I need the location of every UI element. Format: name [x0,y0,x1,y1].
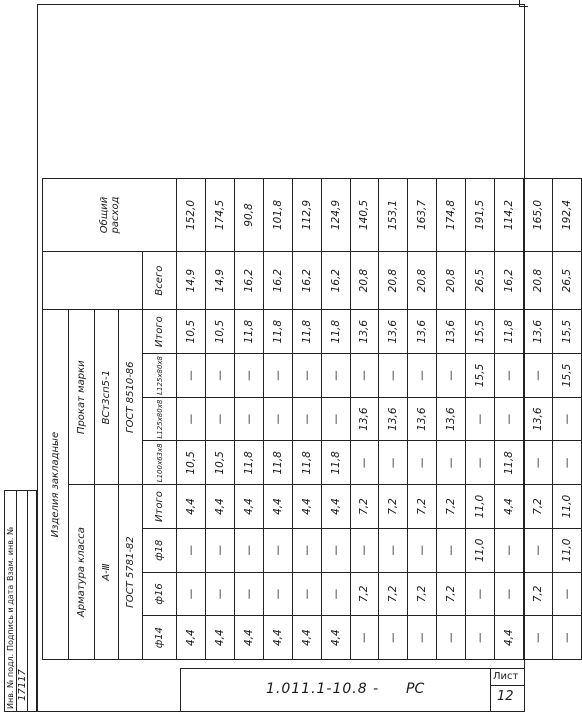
table-cell: 20,8 [408,251,437,309]
table-cell: — [234,572,263,616]
table-cell: 11,8 [263,441,292,485]
table-cell: 15,5 [552,354,581,398]
table-cell: 101,8 [263,179,292,252]
table-cell: 11,0 [552,528,581,572]
spec-table-wrapper [42,178,582,660]
table-cell: 90,8 [234,179,263,252]
table-cell: — [379,354,408,398]
table-row [263,179,292,660]
col-l3: L125x80x8 [143,354,177,398]
table-cell: 11,8 [495,441,524,485]
table-cell: 11,8 [234,310,263,354]
table-cell: — [466,616,495,660]
table-row [177,179,206,660]
table-cell: — [263,397,292,441]
table-cell: — [524,354,553,398]
col-l1: L100x63x8 [143,441,177,485]
inv-number: 17117 [17,669,28,701]
table-cell: 4,4 [495,485,524,529]
table-cell: 16,2 [321,251,350,309]
table-cell: — [408,354,437,398]
table-row [466,179,495,660]
podpis-label: Подпись и дата [6,584,15,651]
table-cell: 13,6 [437,310,466,354]
col-itogo-a: Итого [143,485,177,529]
table-cell: — [177,572,206,616]
table-cell: — [350,616,379,660]
table-cell: 10,5 [177,441,206,485]
table-cell: — [292,397,321,441]
table-cell: 4,4 [177,485,206,529]
table-cell: — [321,572,350,616]
table-cell: 13,6 [524,397,553,441]
doc-suffix: РС [406,681,425,697]
table-cell: 11,8 [292,310,321,354]
table-cell: 13,6 [379,397,408,441]
table-cell: 4,4 [263,616,292,660]
table-cell: — [408,441,437,485]
table-cell: — [524,616,553,660]
table-cell: — [350,441,379,485]
table-cell: 11,8 [292,441,321,485]
table-cell: — [263,572,292,616]
table-cell: 20,8 [379,251,408,309]
table-cell: 20,8 [524,251,553,309]
table-row [495,179,524,660]
table-cell: — [234,528,263,572]
table-cell: 11,8 [321,441,350,485]
table-cell: 140,5 [350,179,379,252]
table-row [408,179,437,660]
table-row [292,179,321,660]
table-cell: 10,5 [205,441,234,485]
table-cell: 4,4 [321,485,350,529]
table-cell: 15,5 [466,354,495,398]
table-cell: — [437,528,466,572]
table-cell: 7,2 [379,572,408,616]
table-row [379,179,408,660]
col-f16: ф16 [143,572,177,616]
table-cell: 26,5 [552,251,581,309]
table-cell: — [466,441,495,485]
table-cell: 7,2 [524,572,553,616]
table-cell: — [292,528,321,572]
table-cell: — [234,397,263,441]
prokat-marka: ВСт3сп5-1 [95,310,119,485]
table-cell: 7,2 [408,485,437,529]
table-cell: 4,4 [177,616,206,660]
armatura-gost: ГОСТ 5781-82 [119,485,143,660]
corner-mark [519,0,528,7]
table-cell: — [495,572,524,616]
table-cell: 153,1 [379,179,408,252]
table-cell: — [321,528,350,572]
table-cell: — [292,354,321,398]
header-armatura: Арматура класса [69,485,95,660]
sheet-number: 12 [497,689,514,704]
table-cell: 4,4 [205,616,234,660]
table-cell: — [321,354,350,398]
table-cell: 13,6 [524,310,553,354]
table-cell: 11,8 [495,310,524,354]
table-cell: 7,2 [379,485,408,529]
table-cell: 16,2 [234,251,263,309]
table-cell: 4,4 [292,616,321,660]
table-cell: — [437,441,466,485]
table-cell: 15,5 [466,310,495,354]
table-cell: 4,4 [263,485,292,529]
table-cell: — [177,354,206,398]
table-cell: 16,2 [263,251,292,309]
table-cell: 7,2 [524,485,553,529]
table-cell: 7,2 [437,572,466,616]
table-cell: 10,5 [205,310,234,354]
table-cell: — [524,441,553,485]
table-cell: 174,8 [437,179,466,252]
table-cell: 13,6 [350,310,379,354]
table-cell: 13,6 [350,397,379,441]
table-cell: 4,4 [234,616,263,660]
table-cell: 11,8 [263,310,292,354]
table-cell: 26,5 [466,251,495,309]
table-cell: 13,6 [408,310,437,354]
table-cell: — [552,397,581,441]
table-cell: 4,4 [205,485,234,529]
table-cell: — [466,397,495,441]
header-vsego: Всего [143,251,177,309]
table-cell: 16,2 [495,251,524,309]
table-cell: 114,2 [495,179,524,252]
table-cell: — [437,354,466,398]
table-cell: — [408,616,437,660]
table-cell: — [263,354,292,398]
sheet-label: Лист [493,671,519,682]
table-cell: — [205,354,234,398]
table-cell: — [292,572,321,616]
table-cell: — [495,397,524,441]
table-cell: 4,4 [495,616,524,660]
table-row [321,179,350,660]
prokat-gost: ГОСТ 8510-86 [119,310,143,485]
table-cell: 152,0 [177,179,206,252]
table-cell: — [263,528,292,572]
table-cell: — [552,616,581,660]
header-main: Изделия закладные [43,310,69,660]
table-cell: — [205,397,234,441]
title-block [180,668,525,712]
table-cell: — [234,354,263,398]
table-cell: 165,0 [524,179,553,252]
table-cell: — [350,528,379,572]
table-cell: — [177,528,206,572]
table-cell: — [437,616,466,660]
table-cell: 20,8 [437,251,466,309]
table-cell: 13,6 [379,310,408,354]
table-cell: — [466,572,495,616]
table-cell: 13,6 [408,397,437,441]
table-cell: 14,9 [205,251,234,309]
table-cell: 7,2 [437,485,466,529]
table-cell: 16,2 [292,251,321,309]
table-cell: 4,4 [292,485,321,529]
table-cell: — [552,441,581,485]
table-row [524,179,553,660]
table-cell: — [321,397,350,441]
table-cell: — [350,354,379,398]
table-cell: 11,0 [466,485,495,529]
col-f18: ф18 [143,528,177,572]
inv-podl-label: Инв. № подл. [6,653,15,709]
table-cell: 11,8 [234,441,263,485]
table-cell: — [379,616,408,660]
table-row [437,179,466,660]
table-cell: — [495,354,524,398]
table-cell: 191,5 [466,179,495,252]
table-cell: 20,8 [350,251,379,309]
table-row [234,179,263,660]
col-f14: ф14 [143,616,177,660]
table-cell: 7,2 [350,572,379,616]
table-row [350,179,379,660]
stamp-strip [4,490,37,712]
table-cell: 4,4 [321,616,350,660]
table-cell: 192,4 [552,179,581,252]
table-cell: — [205,572,234,616]
table-cell: 10,5 [177,310,206,354]
table-cell: 174,5 [205,179,234,252]
table-cell: — [408,528,437,572]
col-itogo-p: Итого [143,310,177,354]
table-cell: 11,0 [466,528,495,572]
table-cell: — [495,528,524,572]
table-cell: — [379,441,408,485]
armatura-class: А-Ⅲ [95,485,119,660]
table-row [205,179,234,660]
table-cell: 7,2 [350,485,379,529]
header-obshiy: Общий расход [43,179,177,252]
col-l2: L125x80x8 [143,397,177,441]
doc-code: 1.011.1-10.8 - [266,681,380,697]
table-cell: 13,6 [437,397,466,441]
table-cell: — [205,528,234,572]
table-cell: 14,9 [177,251,206,309]
table-cell: 7,2 [408,572,437,616]
vzam-label: Взам. инв. № [6,526,15,581]
table-cell: 4,4 [234,485,263,529]
spec-table [42,178,582,660]
table-cell: 11,8 [321,310,350,354]
table-cell: — [177,397,206,441]
table-cell: 15,5 [552,310,581,354]
table-cell: 11,0 [552,485,581,529]
table-cell: — [552,572,581,616]
sheet-box [490,669,525,711]
table-cell: — [524,528,553,572]
table-row [552,179,581,660]
table-cell: 124,9 [321,179,350,252]
table-cell: — [379,528,408,572]
table-cell: 163,7 [408,179,437,252]
header-prokat: Прокат марки [69,310,95,485]
table-cell: 112,9 [292,179,321,252]
